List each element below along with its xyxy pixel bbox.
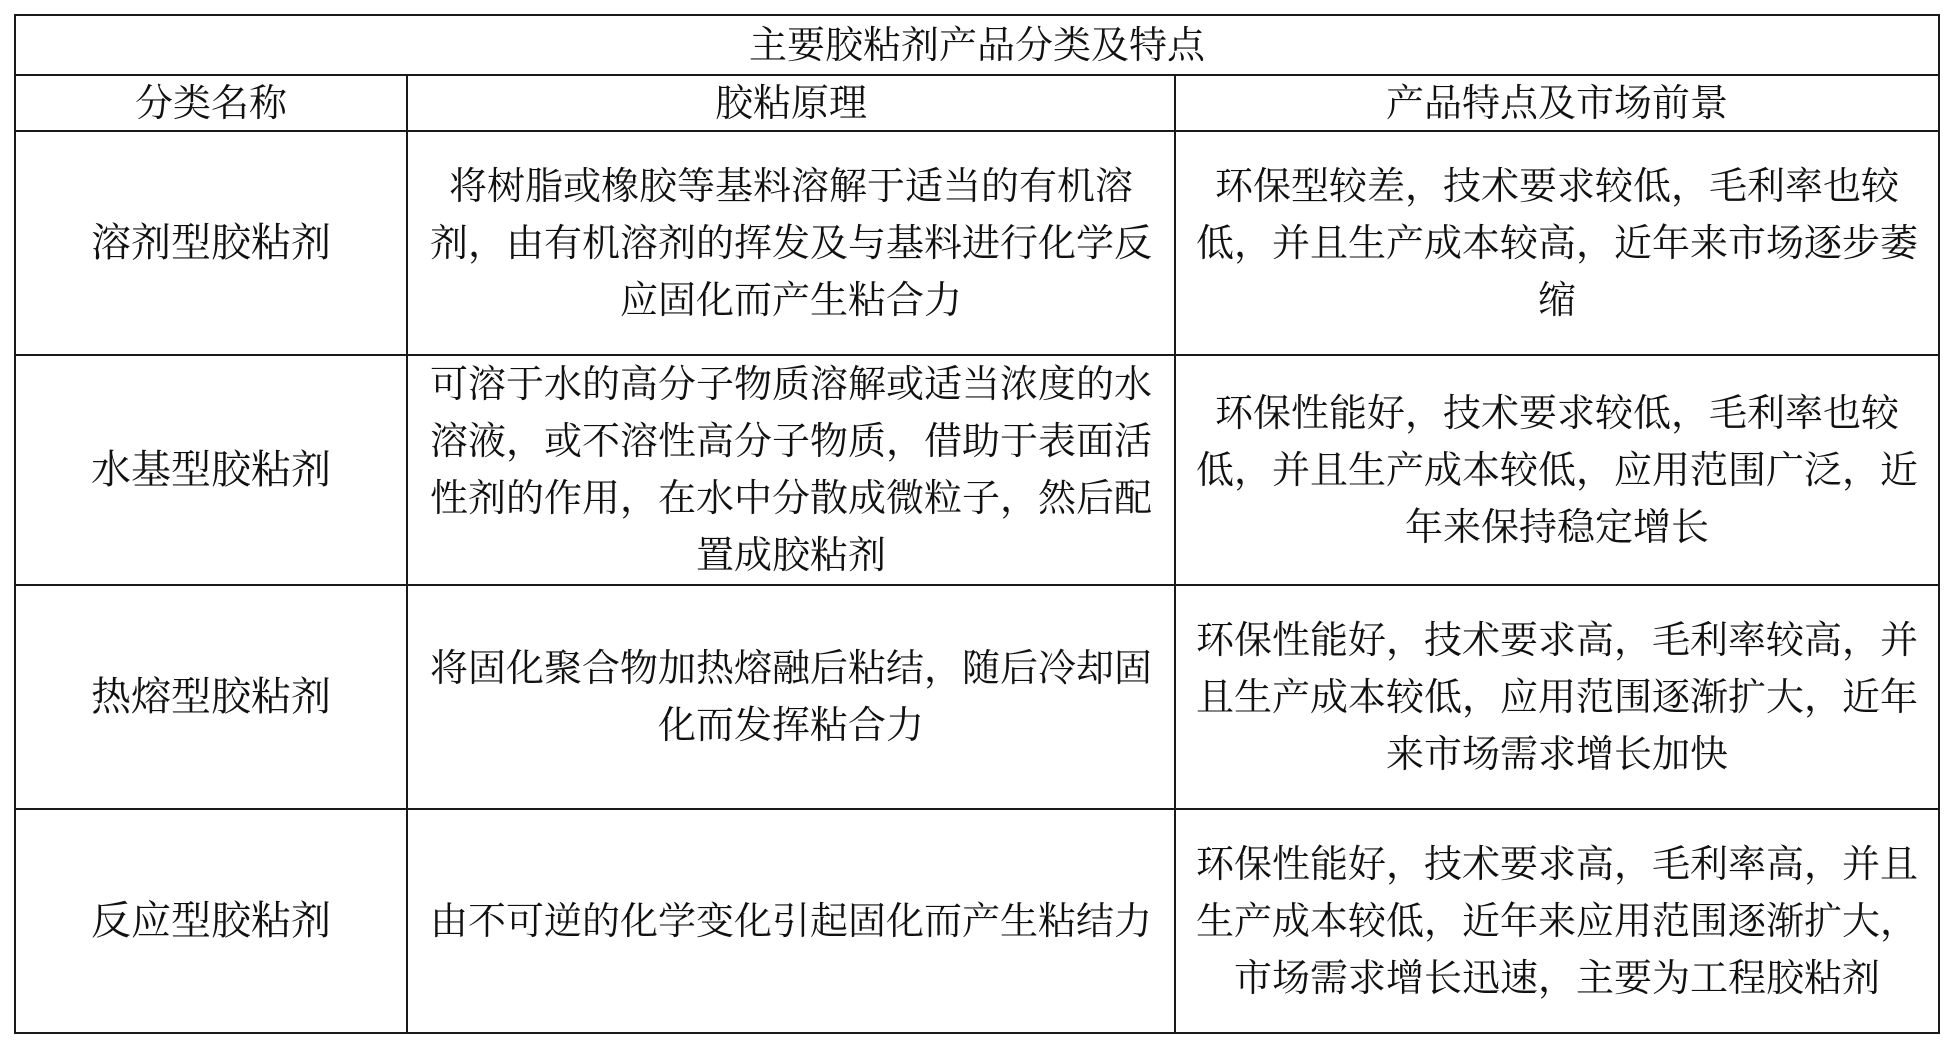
principle-text: 由不可逆的化学变化引起固化而产生粘结力 bbox=[429, 898, 1152, 943]
adhesive-classification-table bbox=[14, 14, 1940, 1034]
row-solvent-principle bbox=[407, 131, 1175, 355]
row-water-features bbox=[1175, 355, 1939, 585]
row-reactive-features bbox=[1175, 809, 1939, 1033]
features-text: 环保性能好，技术要求高，毛利率较高，并且生产成本较低，应用范围逐渐扩大，近年来市场需求增长加快 bbox=[1196, 617, 1919, 776]
row-hotmelt-name: 热熔型胶粘剂 bbox=[15, 585, 407, 809]
header-bonding-principle: 胶粘原理 bbox=[407, 75, 1175, 131]
table-caption-row bbox=[15, 15, 1939, 75]
table-row bbox=[15, 131, 1939, 355]
row-hotmelt-features bbox=[1175, 585, 1939, 809]
features-text: 环保型较差，技术要求较低，毛利率也较低，并且生产成本较高，近年来市场逐步萎缩 bbox=[1196, 163, 1919, 322]
features-text: 环保性能好，技术要求高，毛利率高，并且生产成本较低，近年来应用范围逐渐扩大，市场需求增长迅速，主要为工程胶粘剂 bbox=[1196, 841, 1919, 1000]
principle-text: 将固化聚合物加热熔融后粘结，随后冷却固化而发挥粘合力 bbox=[429, 646, 1152, 747]
table-row bbox=[15, 585, 1939, 809]
features-text: 环保性能好，技术要求较低，毛利率也较低，并且生产成本较低，应用范围广泛，近年来保持稳定增长 bbox=[1196, 390, 1919, 549]
row-solvent-name: 溶剂型胶粘剂 bbox=[15, 131, 407, 355]
principle-text: 将树脂或橡胶等基料溶解于适当的有机溶剂，由有机溶剂的挥发及与基料进行化学反应固化而产生粘合力 bbox=[429, 163, 1152, 322]
principle-text: 可溶于水的高分子物质溶解或适当浓度的水溶液，或不溶性高分子物质，借助于表面活性剂的作用，在水中分散成微粒子，然后配置成胶粘剂 bbox=[429, 362, 1152, 577]
row-reactive-name: 反应型胶粘剂 bbox=[15, 809, 407, 1033]
table-row bbox=[15, 355, 1939, 585]
row-hotmelt-principle bbox=[407, 585, 1175, 809]
table-row bbox=[15, 809, 1939, 1033]
row-solvent-features bbox=[1175, 131, 1939, 355]
table-header-row bbox=[15, 75, 1939, 131]
table-title: 主要胶粘剂产品分类及特点 bbox=[15, 15, 1939, 75]
row-reactive-principle bbox=[407, 809, 1175, 1033]
row-water-name: 水基型胶粘剂 bbox=[15, 355, 407, 585]
header-features-outlook: 产品特点及市场前景 bbox=[1175, 75, 1939, 131]
header-category-name: 分类名称 bbox=[15, 75, 407, 131]
row-water-principle bbox=[407, 355, 1175, 585]
